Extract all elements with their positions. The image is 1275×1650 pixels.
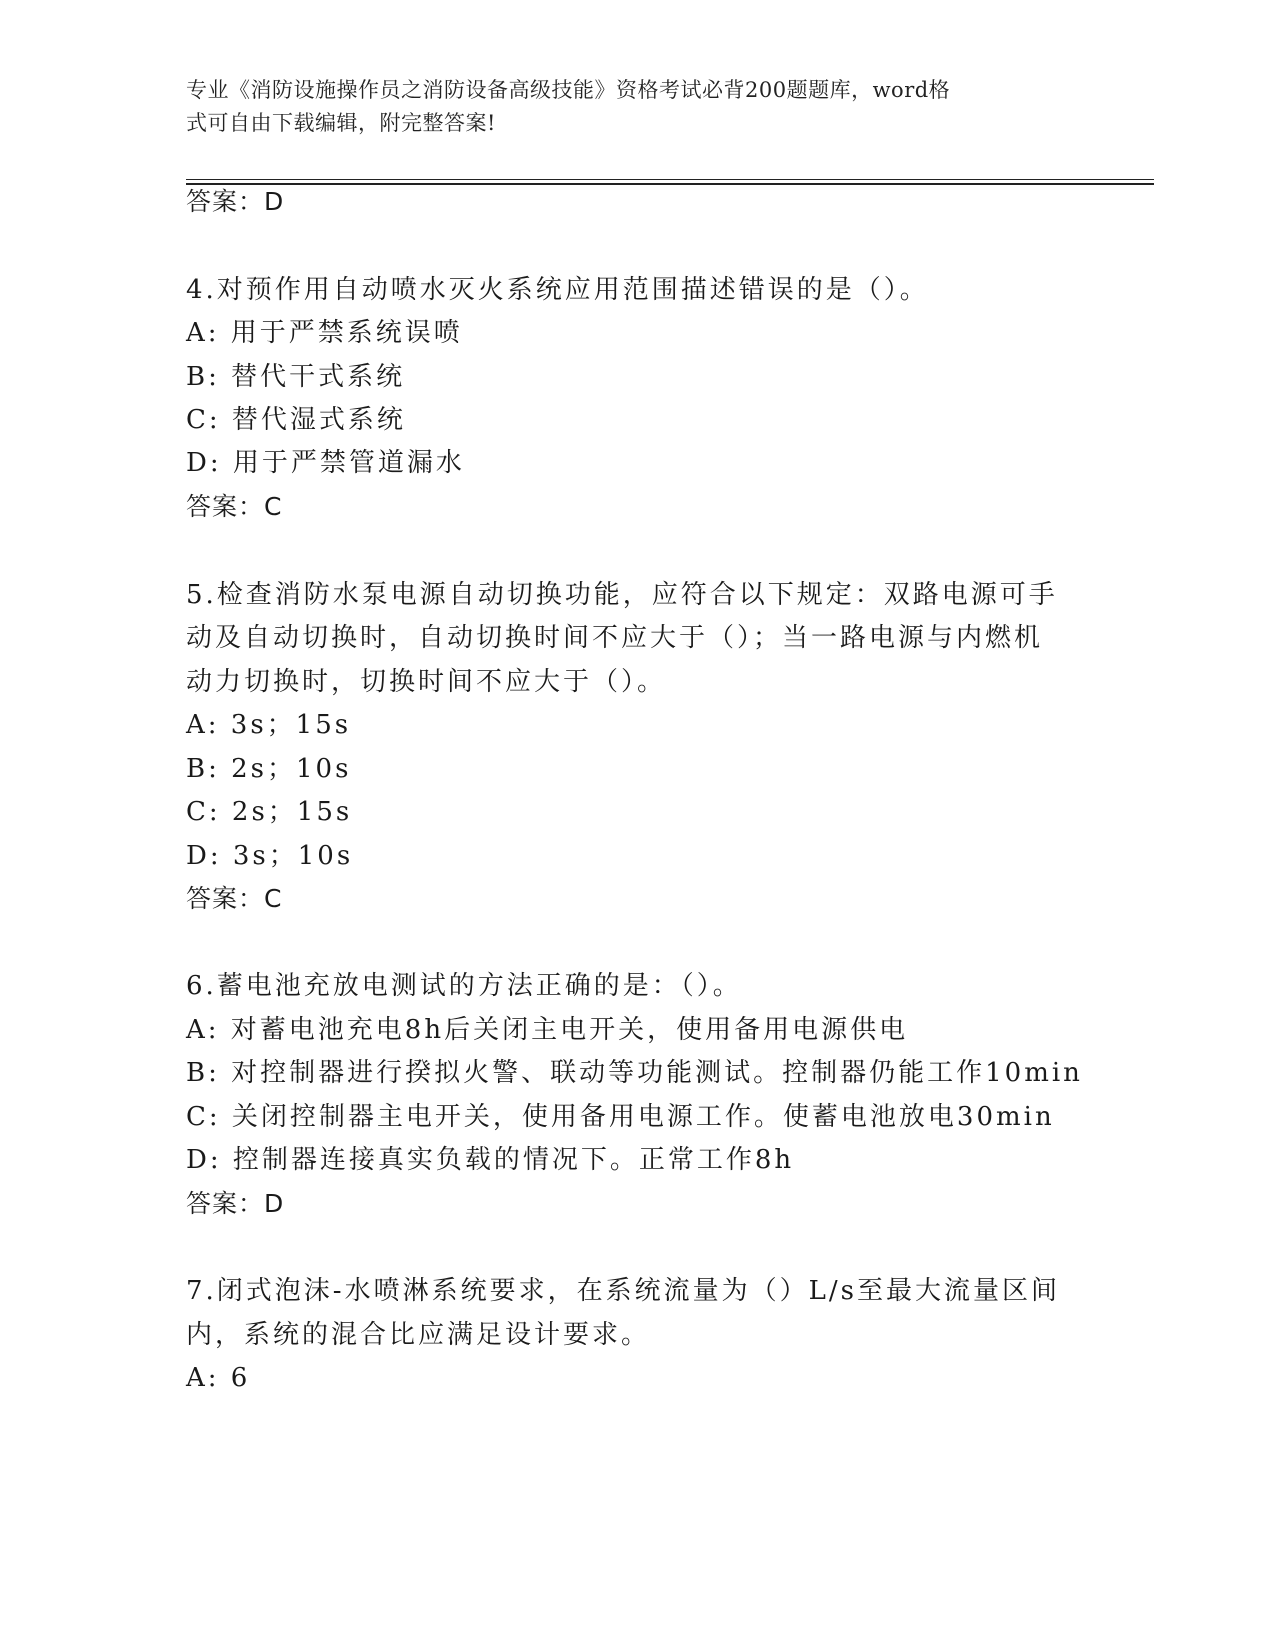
question-6-stem: 6.蓄电池充放电测试的方法正确的是：（）。 xyxy=(186,971,742,1001)
question-5-option-b: B: 2s；10s xyxy=(186,754,352,784)
question-4-option-c: C: 替代湿式系统 xyxy=(186,405,406,435)
answer-prev: 答案：D xyxy=(186,187,285,216)
header-divider-thick xyxy=(186,183,1154,185)
question-5-option-c: C: 2s；15s xyxy=(186,797,353,827)
header-line-2: 式可自由下载编辑，附完整答案! xyxy=(186,111,496,135)
document-header xyxy=(186,74,1066,140)
question-6-answer: 答案：D xyxy=(186,1189,285,1218)
question-6-option-b: B: 对控制器进行揆拟火警、联动等功能测试。控制器仍能工作10min xyxy=(186,1058,1083,1088)
question-5-stem-line-1: 5.检查消防水泵电源自动切换功能，应符合以下规定：双路电源可手 xyxy=(186,580,1058,610)
question-7-option-a: A: 6 xyxy=(186,1363,251,1393)
question-7-stem-line-1: 7.闭式泡沫-水喷淋系统要求，在系统流量为（）L/s至最大流量区间 xyxy=(186,1276,1060,1306)
question-5-answer: 答案：C xyxy=(186,884,283,913)
question-4-option-a: A: 用于严禁系统误喷 xyxy=(186,318,463,348)
question-6-option-a: A: 对蓄电池充电8h后关闭主电开关，使用备用电源供电 xyxy=(186,1015,909,1045)
question-4-option-b: B: 替代干式系统 xyxy=(186,362,406,392)
question-5-option-d: D: 3s；10s xyxy=(186,841,354,871)
question-5-stem-line-3: 动力切换时，切换时间不应大于（）。 xyxy=(186,667,667,697)
header-line-1: 专业《消防设施操作员之消防设备高级技能》资格考试必背200题题库，word格 xyxy=(186,78,951,102)
question-7-stem-line-2: 内，系统的混合比应满足设计要求。 xyxy=(186,1320,651,1350)
question-6-option-d: D: 控制器连接真实负载的情况下。正常工作8h xyxy=(186,1145,795,1175)
question-6-option-c: C: 关闭控制器主电开关，使用备用电源工作。使蓄电池放电30min xyxy=(186,1102,1055,1132)
question-5-stem-line-2: 动及自动切换时，自动切换时间不应大于（）；当一路电源与内燃机 xyxy=(186,623,1044,653)
question-4-option-d: D: 用于严禁管道漏水 xyxy=(186,448,465,478)
question-4-answer: 答案：C xyxy=(186,492,283,521)
header-divider-thin xyxy=(186,179,1154,180)
question-5-option-a: A: 3s；15s xyxy=(186,710,352,740)
question-4-stem: 4.对预作用自动喷水灭火系统应用范围描述错误的是（）。 xyxy=(186,275,929,305)
